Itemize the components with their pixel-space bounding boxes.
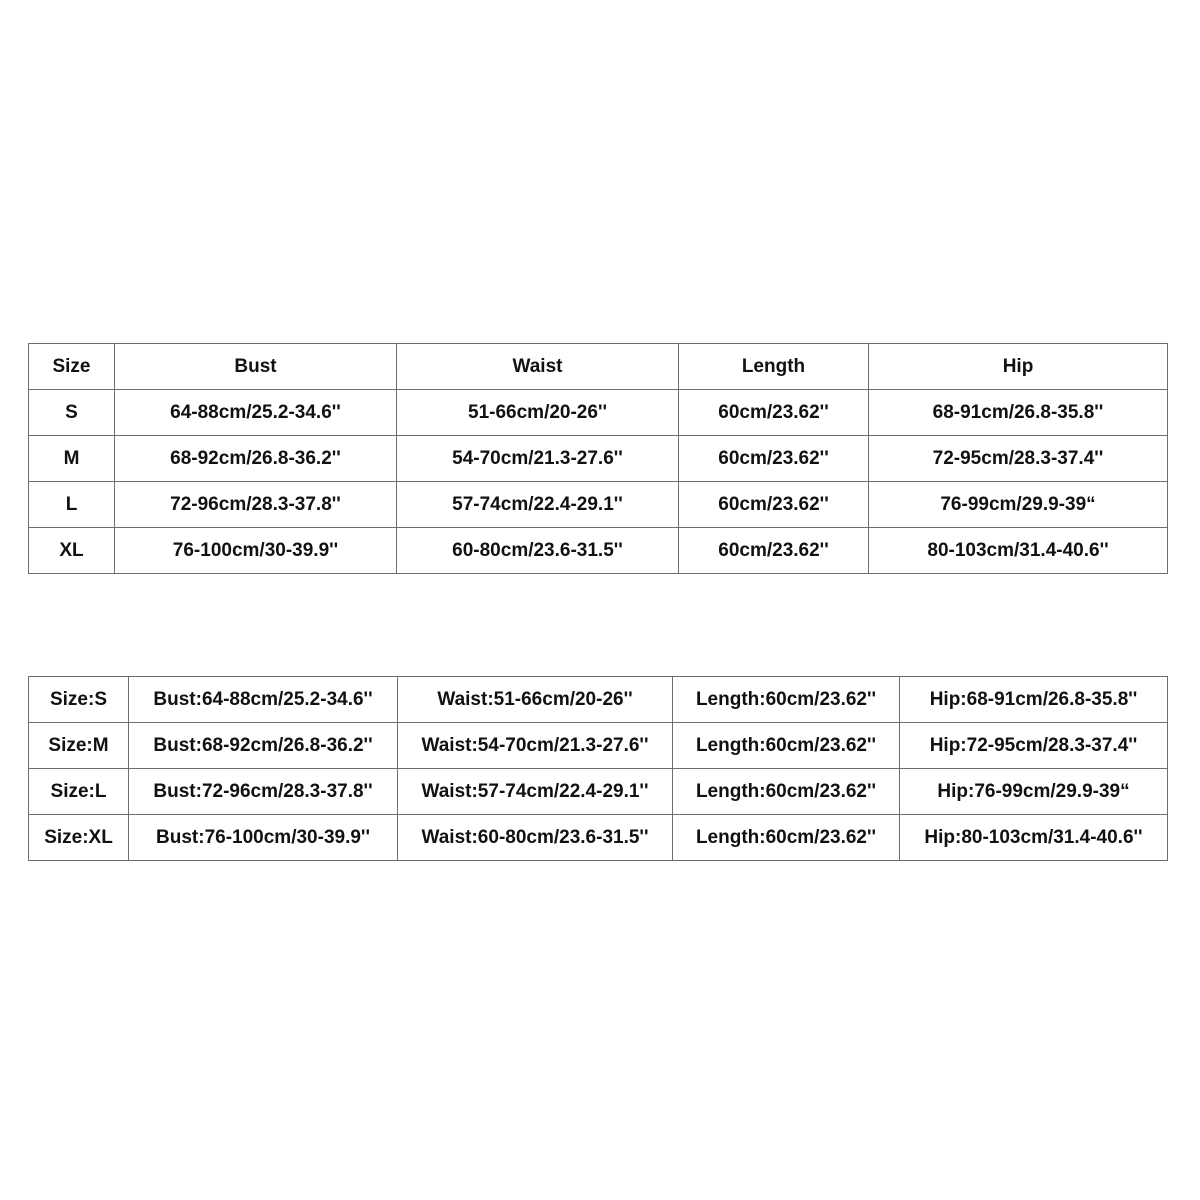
table-row <box>29 482 1168 528</box>
cell-hip: 80-103cm/31.4-40.6'' <box>869 528 1168 574</box>
table-row <box>29 815 1168 861</box>
cell-size: XL <box>29 528 115 574</box>
header-bust: Bust <box>115 344 397 390</box>
cell-length: 60cm/23.62'' <box>679 482 869 528</box>
cell-hip: Hip:80-103cm/31.4-40.6'' <box>900 815 1168 861</box>
cell-size: Size:L <box>29 769 129 815</box>
cell-bust: 68-92cm/26.8-36.2'' <box>115 436 397 482</box>
cell-waist: 54-70cm/21.3-27.6'' <box>397 436 679 482</box>
cell-size: Size:XL <box>29 815 129 861</box>
cell-waist: Waist:51-66cm/20-26'' <box>398 677 673 723</box>
cell-length: Length:60cm/23.62'' <box>673 677 900 723</box>
cell-hip: Hip:72-95cm/28.3-37.4'' <box>900 723 1168 769</box>
cell-waist: 51-66cm/20-26'' <box>397 390 679 436</box>
cell-size: Size:M <box>29 723 129 769</box>
cell-bust: Bust:68-92cm/26.8-36.2'' <box>129 723 398 769</box>
cell-length: Length:60cm/23.62'' <box>673 723 900 769</box>
header-waist: Waist <box>397 344 679 390</box>
table-row <box>29 723 1168 769</box>
cell-length: Length:60cm/23.62'' <box>673 769 900 815</box>
cell-size: L <box>29 482 115 528</box>
header-size: Size <box>29 344 115 390</box>
cell-size: S <box>29 390 115 436</box>
cell-waist: Waist:54-70cm/21.3-27.6'' <box>398 723 673 769</box>
cell-hip: 72-95cm/28.3-37.4'' <box>869 436 1168 482</box>
cell-waist: 57-74cm/22.4-29.1'' <box>397 482 679 528</box>
header-length: Length <box>679 344 869 390</box>
cell-hip: Hip:76-99cm/29.9-39“ <box>900 769 1168 815</box>
cell-bust: 76-100cm/30-39.9'' <box>115 528 397 574</box>
cell-waist: Waist:57-74cm/22.4-29.1'' <box>398 769 673 815</box>
cell-length: 60cm/23.62'' <box>679 528 869 574</box>
cell-length: 60cm/23.62'' <box>679 390 869 436</box>
cell-bust: Bust:76-100cm/30-39.9'' <box>129 815 398 861</box>
cell-bust: 72-96cm/28.3-37.8'' <box>115 482 397 528</box>
table-header-row <box>29 344 1168 390</box>
cell-size: Size:S <box>29 677 129 723</box>
cell-waist: Waist:60-80cm/23.6-31.5'' <box>398 815 673 861</box>
table-row <box>29 390 1168 436</box>
table-row <box>29 528 1168 574</box>
cell-bust: Bust:64-88cm/25.2-34.6'' <box>129 677 398 723</box>
table-row <box>29 769 1168 815</box>
cell-hip: 68-91cm/26.8-35.8'' <box>869 390 1168 436</box>
cell-hip: Hip:68-91cm/26.8-35.8'' <box>900 677 1168 723</box>
cell-size: M <box>29 436 115 482</box>
cell-waist: 60-80cm/23.6-31.5'' <box>397 528 679 574</box>
table-row <box>29 436 1168 482</box>
table-row <box>29 677 1168 723</box>
cell-bust: Bust:72-96cm/28.3-37.8'' <box>129 769 398 815</box>
cell-length: Length:60cm/23.62'' <box>673 815 900 861</box>
cell-bust: 64-88cm/25.2-34.6'' <box>115 390 397 436</box>
size-chart-table-labeled <box>28 676 1168 861</box>
size-chart-table-columns <box>28 343 1168 574</box>
cell-length: 60cm/23.62'' <box>679 436 869 482</box>
header-hip: Hip <box>869 344 1168 390</box>
cell-hip: 76-99cm/29.9-39“ <box>869 482 1168 528</box>
